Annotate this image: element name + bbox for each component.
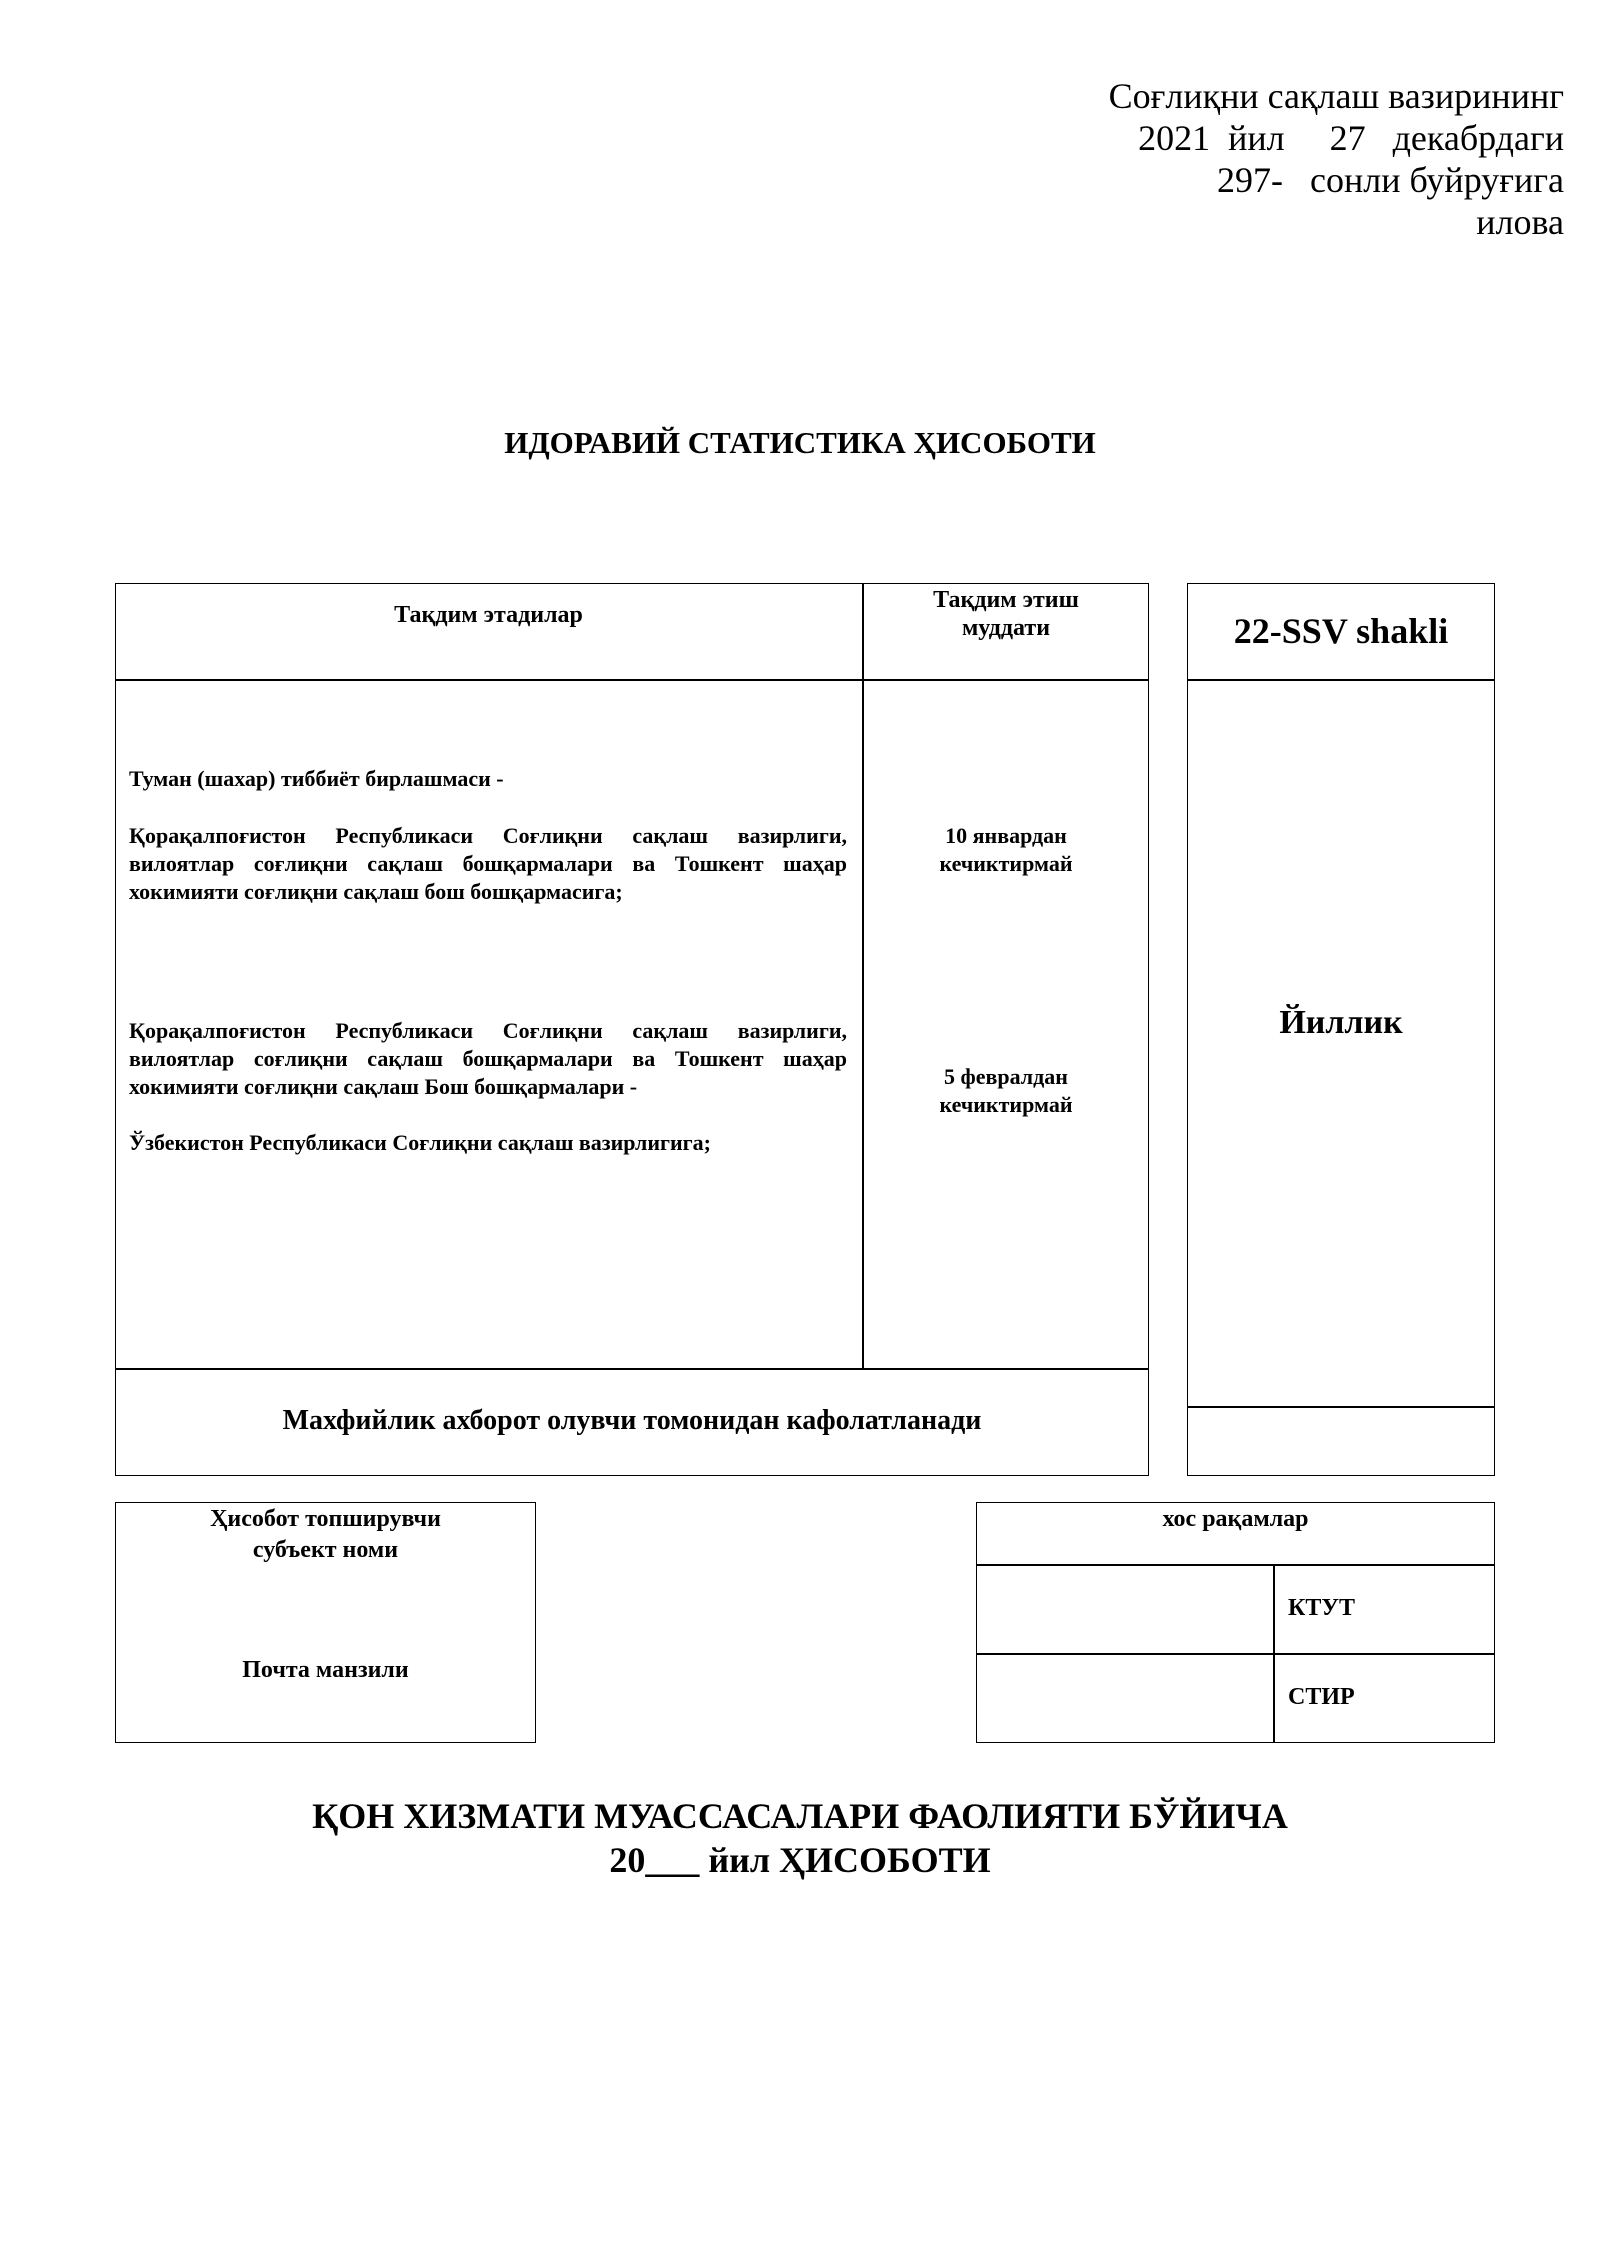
page-title: ИДОРАВИЙ СТАТИСТИКА ҲИСОБОТИ (504, 425, 1096, 460)
deadline-january-line2: кечиктирмай (939, 851, 1073, 876)
deadline-header-line2: муддати (961, 615, 1051, 641)
order-reference (1109, 75, 1564, 243)
deadline-header (863, 586, 1149, 642)
codes-divider (976, 1653, 1495, 1655)
codes-header: хос рақамлар (1162, 1506, 1309, 1532)
codes-box (976, 1502, 1495, 1743)
confidentiality-note: Махфийлик ахборот олувчи томонидан кафолатланади (282, 1405, 982, 1436)
table-divider (115, 1368, 1149, 1370)
report-title-line1: ҚОН ХИЗМАТИ МУАССАСАЛАРИ ФАОЛИЯТИ БЎЙИЧА (312, 1796, 1288, 1836)
regional-submitter: Қорақалпоғистон Республикаси Соғлиқни сақлаш вазирлиги, вилоятлар соғлиқни сақлаш бошқармалари ва Тошкент шаҳар хокимияти соғлиқни сақлаш Бош бошқармалари - (129, 1018, 847, 1099)
deadline-january-line1: 10 январдан (945, 823, 1067, 848)
periodicity: Йиллик (1279, 1004, 1403, 1041)
ktut-label: КТУТ (1288, 1595, 1356, 1621)
subject-name-label-line1: Ҳисобот топширувчи (210, 1506, 441, 1532)
submitters-header: Тақдим этадилар (394, 602, 583, 628)
form-name: 22-SSV shakli (1233, 611, 1449, 651)
recipient-regional: Қорақалпоғистон Республикаси Соғлиқни сақлаш вазирлиги, вилоятлар соғлиқни сақлаш бошқармалари ва Тошкент шаҳар хокимияти соғлиқни сақлаш бош бошқармасига; (129, 823, 847, 904)
order-reference-line2: 2021 йил 27 декабрдаги (1138, 118, 1564, 158)
report-title (0, 1794, 1600, 1882)
order-reference-line3: 297- сонли буйруғига (1217, 160, 1564, 200)
deadline-january (863, 822, 1149, 878)
table-divider (862, 583, 864, 1369)
order-reference-line1: Соғлиқни сақлаш вазирининг (1108, 76, 1564, 116)
subject-name-label-line2: субъект номи (252, 1537, 399, 1563)
form-box-divider (1187, 1406, 1495, 1408)
codes-divider (1273, 1564, 1275, 1743)
subject-name-label (115, 1504, 536, 1566)
postal-address-label: Почта манзили (242, 1657, 409, 1683)
deadline-february-line1: 5 февралдан (944, 1064, 1068, 1089)
form-box-divider (1187, 679, 1495, 681)
deadline-header-line1: Тақдим этиш (933, 587, 1079, 613)
district-submitter: Туман (шахар) тиббиёт бирлашмаси - (129, 766, 504, 791)
deadline-february (863, 1063, 1149, 1119)
stir-label: СТИР (1288, 1684, 1355, 1710)
codes-divider (976, 1564, 1495, 1566)
table-divider (115, 679, 1149, 681)
order-reference-line4: илова (1476, 202, 1564, 242)
recipient-ministry: Ўзбекистон Республикаси Соғлиқни сақлаш вазирлигига; (129, 1130, 711, 1155)
report-title-line2: 20___ йил ҲИСОБОТИ (609, 1840, 991, 1880)
deadline-february-line2: кечиктирмай (939, 1092, 1073, 1117)
